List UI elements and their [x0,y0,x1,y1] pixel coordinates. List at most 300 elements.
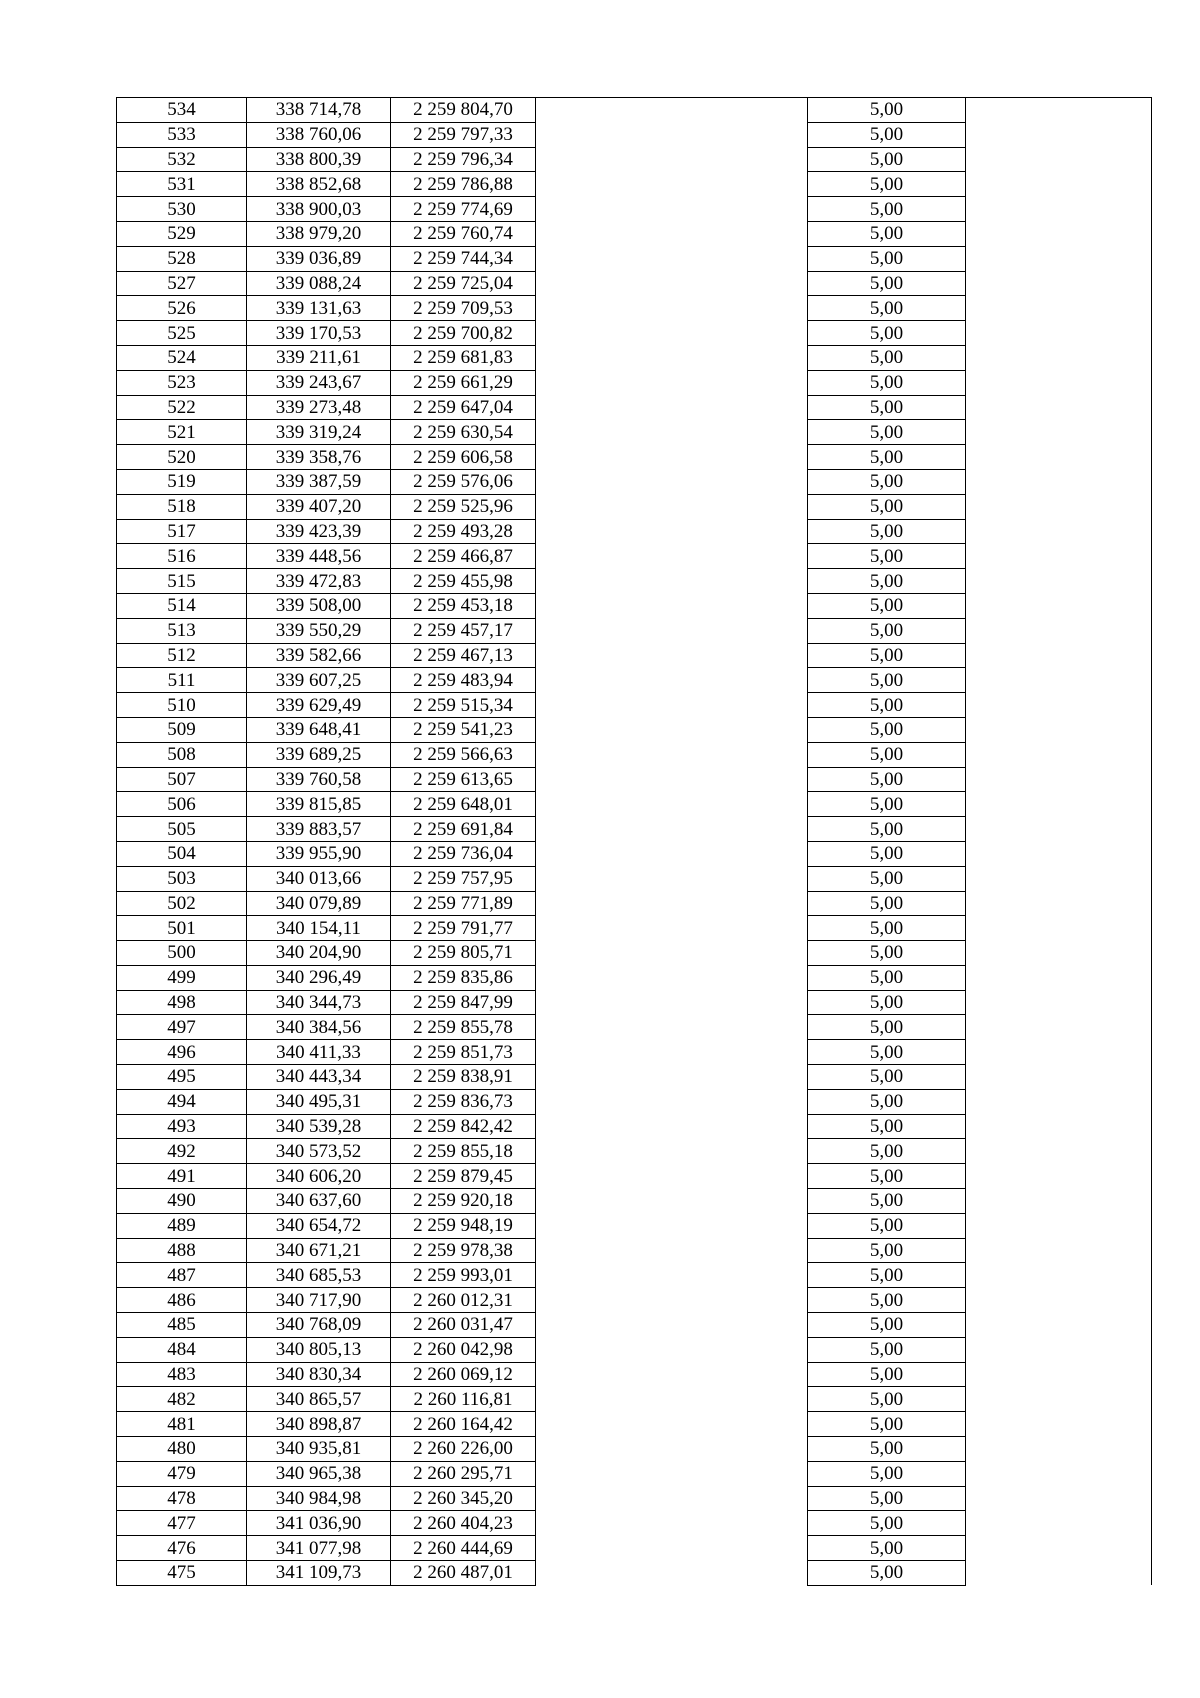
empty-cell [536,271,808,296]
point-number-cell: 514 [117,593,247,618]
accuracy-cell: 5,00 [808,1362,966,1387]
point-number-cell: 516 [117,544,247,569]
notes-cell [966,1139,1152,1164]
table-row [117,1337,1152,1362]
table-row [117,519,1152,544]
x-coordinate-cell: 340 830,34 [247,1362,391,1387]
accuracy-cell: 5,00 [808,221,966,246]
accuracy-cell: 5,00 [808,246,966,271]
notes-cell [966,792,1152,817]
accuracy-cell: 5,00 [808,569,966,594]
accuracy-cell: 5,00 [808,965,966,990]
x-coordinate-cell: 340 573,52 [247,1139,391,1164]
empty-cell [536,792,808,817]
notes-cell [966,345,1152,370]
x-coordinate-cell: 340 296,49 [247,965,391,990]
point-number-cell: 493 [117,1114,247,1139]
y-coordinate-cell: 2 259 836,73 [391,1089,536,1114]
y-coordinate-cell: 2 259 525,96 [391,494,536,519]
y-coordinate-cell: 2 259 838,91 [391,1065,536,1090]
table-row [117,866,1152,891]
x-coordinate-cell: 339 689,25 [247,742,391,767]
y-coordinate-cell: 2 260 031,47 [391,1313,536,1338]
notes-cell [966,1437,1152,1462]
x-coordinate-cell: 340 154,11 [247,916,391,941]
x-coordinate-cell: 339 582,66 [247,643,391,668]
notes-cell [966,1387,1152,1412]
empty-cell [536,544,808,569]
table-row [117,1089,1152,1114]
notes-cell [966,965,1152,990]
y-coordinate-cell: 2 259 709,53 [391,296,536,321]
accuracy-cell: 5,00 [808,668,966,693]
notes-cell [966,544,1152,569]
y-coordinate-cell: 2 259 855,18 [391,1139,536,1164]
empty-cell [536,1313,808,1338]
x-coordinate-cell: 340 671,21 [247,1238,391,1263]
x-coordinate-cell: 340 344,73 [247,990,391,1015]
notes-cell [966,445,1152,470]
empty-cell [536,345,808,370]
x-coordinate-cell: 339 273,48 [247,395,391,420]
empty-cell [536,767,808,792]
x-coordinate-cell: 341 109,73 [247,1561,391,1586]
point-number-cell: 497 [117,1015,247,1040]
notes-cell [966,817,1152,842]
empty-cell [536,569,808,594]
accuracy-cell: 5,00 [808,1089,966,1114]
empty-cell [536,1040,808,1065]
accuracy-cell: 5,00 [808,1337,966,1362]
empty-cell [536,1561,808,1586]
accuracy-cell: 5,00 [808,1263,966,1288]
y-coordinate-cell: 2 260 012,31 [391,1288,536,1313]
notes-cell [966,122,1152,147]
point-number-cell: 499 [117,965,247,990]
table-row [117,147,1152,172]
y-coordinate-cell: 2 259 736,04 [391,841,536,866]
y-coordinate-cell: 2 259 541,23 [391,717,536,742]
y-coordinate-cell: 2 260 444,69 [391,1536,536,1561]
accuracy-cell: 5,00 [808,1511,966,1536]
table-row [117,767,1152,792]
accuracy-cell: 5,00 [808,916,966,941]
accuracy-cell: 5,00 [808,1238,966,1263]
empty-cell [536,147,808,172]
accuracy-cell: 5,00 [808,717,966,742]
y-coordinate-cell: 2 259 791,77 [391,916,536,941]
coordinates-table [116,97,1152,1586]
point-number-cell: 529 [117,221,247,246]
x-coordinate-cell: 340 965,38 [247,1461,391,1486]
y-coordinate-cell: 2 259 835,86 [391,965,536,990]
y-coordinate-cell: 2 259 851,73 [391,1040,536,1065]
x-coordinate-cell: 340 935,81 [247,1437,391,1462]
x-coordinate-cell: 340 865,57 [247,1387,391,1412]
notes-cell [966,1337,1152,1362]
empty-cell [536,618,808,643]
point-number-cell: 478 [117,1486,247,1511]
point-number-cell: 504 [117,841,247,866]
y-coordinate-cell: 2 259 453,18 [391,593,536,618]
y-coordinate-cell: 2 259 804,70 [391,98,536,123]
point-number-cell: 500 [117,941,247,966]
table-row [117,445,1152,470]
empty-cell [536,1437,808,1462]
y-coordinate-cell: 2 259 483,94 [391,668,536,693]
empty-cell [536,990,808,1015]
notes-cell [966,98,1152,123]
x-coordinate-cell: 339 955,90 [247,841,391,866]
table-row [117,742,1152,767]
accuracy-cell: 5,00 [808,1114,966,1139]
accuracy-cell: 5,00 [808,1412,966,1437]
x-coordinate-cell: 340 898,87 [247,1412,391,1437]
table-row [117,792,1152,817]
y-coordinate-cell: 2 259 606,58 [391,445,536,470]
notes-cell [966,593,1152,618]
y-coordinate-cell: 2 259 796,34 [391,147,536,172]
table-row [117,494,1152,519]
y-coordinate-cell: 2 260 345,20 [391,1486,536,1511]
empty-cell [536,1263,808,1288]
table-row [117,321,1152,346]
notes-cell [966,569,1152,594]
y-coordinate-cell: 2 259 455,98 [391,569,536,594]
point-number-cell: 480 [117,1437,247,1462]
x-coordinate-cell: 340 768,09 [247,1313,391,1338]
y-coordinate-cell: 2 259 855,78 [391,1015,536,1040]
notes-cell [966,1486,1152,1511]
point-number-cell: 525 [117,321,247,346]
accuracy-cell: 5,00 [808,693,966,718]
empty-cell [536,1536,808,1561]
accuracy-cell: 5,00 [808,792,966,817]
point-number-cell: 513 [117,618,247,643]
x-coordinate-cell: 339 508,00 [247,593,391,618]
empty-cell [536,1412,808,1437]
empty-cell [536,420,808,445]
empty-cell [536,1015,808,1040]
x-coordinate-cell: 339 629,49 [247,693,391,718]
empty-cell [536,1486,808,1511]
point-number-cell: 489 [117,1213,247,1238]
point-number-cell: 508 [117,742,247,767]
point-number-cell: 490 [117,1189,247,1214]
accuracy-cell: 5,00 [808,494,966,519]
empty-cell [536,817,808,842]
empty-cell [536,1288,808,1313]
x-coordinate-cell: 339 550,29 [247,618,391,643]
table-row [117,172,1152,197]
point-number-cell: 491 [117,1164,247,1189]
y-coordinate-cell: 2 259 613,65 [391,767,536,792]
accuracy-cell: 5,00 [808,1387,966,1412]
notes-cell [966,1040,1152,1065]
point-number-cell: 501 [117,916,247,941]
x-coordinate-cell: 340 539,28 [247,1114,391,1139]
x-coordinate-cell: 339 170,53 [247,321,391,346]
accuracy-cell: 5,00 [808,172,966,197]
point-number-cell: 483 [117,1362,247,1387]
x-coordinate-cell: 340 384,56 [247,1015,391,1040]
empty-cell [536,370,808,395]
accuracy-cell: 5,00 [808,1040,966,1065]
point-number-cell: 477 [117,1511,247,1536]
table-row [117,1387,1152,1412]
table-row [117,1015,1152,1040]
empty-cell [536,593,808,618]
empty-cell [536,643,808,668]
x-coordinate-cell: 340 984,98 [247,1486,391,1511]
x-coordinate-cell: 338 852,68 [247,172,391,197]
notes-cell [966,1313,1152,1338]
point-number-cell: 517 [117,519,247,544]
y-coordinate-cell: 2 259 661,29 [391,370,536,395]
accuracy-cell: 5,00 [808,891,966,916]
x-coordinate-cell: 340 654,72 [247,1213,391,1238]
empty-cell [536,916,808,941]
point-number-cell: 496 [117,1040,247,1065]
empty-cell [536,395,808,420]
point-number-cell: 505 [117,817,247,842]
point-number-cell: 502 [117,891,247,916]
empty-cell [536,1089,808,1114]
table-row [117,1065,1152,1090]
point-number-cell: 498 [117,990,247,1015]
table-row [117,221,1152,246]
point-number-cell: 521 [117,420,247,445]
notes-cell [966,1114,1152,1139]
notes-cell [966,1015,1152,1040]
accuracy-cell: 5,00 [808,345,966,370]
table-row [117,1288,1152,1313]
table-row [117,841,1152,866]
accuracy-cell: 5,00 [808,817,966,842]
y-coordinate-cell: 2 259 725,04 [391,271,536,296]
y-coordinate-cell: 2 259 566,63 [391,742,536,767]
y-coordinate-cell: 2 259 948,19 [391,1213,536,1238]
table-row [117,891,1152,916]
empty-cell [536,1189,808,1214]
table-row [117,1189,1152,1214]
y-coordinate-cell: 2 259 630,54 [391,420,536,445]
table-row [117,1511,1152,1536]
notes-cell [966,395,1152,420]
empty-cell [536,1065,808,1090]
y-coordinate-cell: 2 259 681,83 [391,345,536,370]
x-coordinate-cell: 338 760,06 [247,122,391,147]
notes-cell [966,767,1152,792]
x-coordinate-cell: 340 495,31 [247,1089,391,1114]
notes-cell [966,643,1152,668]
accuracy-cell: 5,00 [808,147,966,172]
point-number-cell: 487 [117,1263,247,1288]
y-coordinate-cell: 2 259 700,82 [391,321,536,346]
empty-cell [536,742,808,767]
point-number-cell: 481 [117,1412,247,1437]
y-coordinate-cell: 2 259 493,28 [391,519,536,544]
x-coordinate-cell: 339 319,24 [247,420,391,445]
notes-cell [966,1213,1152,1238]
empty-cell [536,891,808,916]
point-number-cell: 509 [117,717,247,742]
y-coordinate-cell: 2 259 842,42 [391,1114,536,1139]
y-coordinate-cell: 2 260 116,81 [391,1387,536,1412]
accuracy-cell: 5,00 [808,593,966,618]
x-coordinate-cell: 338 900,03 [247,197,391,222]
accuracy-cell: 5,00 [808,1065,966,1090]
accuracy-cell: 5,00 [808,990,966,1015]
notes-cell [966,197,1152,222]
notes-cell [966,296,1152,321]
notes-cell [966,1362,1152,1387]
x-coordinate-cell: 340 606,20 [247,1164,391,1189]
x-coordinate-cell: 338 714,78 [247,98,391,123]
point-number-cell: 512 [117,643,247,668]
empty-cell [536,1164,808,1189]
notes-cell [966,1164,1152,1189]
notes-cell [966,618,1152,643]
table-row [117,1561,1152,1586]
x-coordinate-cell: 340 805,13 [247,1337,391,1362]
point-number-cell: 510 [117,693,247,718]
table-row [117,593,1152,618]
empty-cell [536,98,808,123]
notes-cell [966,420,1152,445]
y-coordinate-cell: 2 259 457,17 [391,618,536,643]
notes-cell [966,1461,1152,1486]
y-coordinate-cell: 2 259 757,95 [391,866,536,891]
notes-cell [966,866,1152,891]
point-number-cell: 486 [117,1288,247,1313]
point-number-cell: 506 [117,792,247,817]
notes-cell [966,1412,1152,1437]
empty-cell [536,1461,808,1486]
point-number-cell: 524 [117,345,247,370]
point-number-cell: 484 [117,1337,247,1362]
notes-cell [966,990,1152,1015]
accuracy-cell: 5,00 [808,370,966,395]
accuracy-cell: 5,00 [808,767,966,792]
accuracy-cell: 5,00 [808,866,966,891]
y-coordinate-cell: 2 259 774,69 [391,197,536,222]
table-row [117,1412,1152,1437]
empty-cell [536,693,808,718]
accuracy-cell: 5,00 [808,296,966,321]
y-coordinate-cell: 2 259 920,18 [391,1189,536,1214]
accuracy-cell: 5,00 [808,742,966,767]
x-coordinate-cell: 338 800,39 [247,147,391,172]
point-number-cell: 530 [117,197,247,222]
accuracy-cell: 5,00 [808,1486,966,1511]
accuracy-cell: 5,00 [808,1536,966,1561]
notes-cell [966,1263,1152,1288]
point-number-cell: 518 [117,494,247,519]
table-row [117,1461,1152,1486]
y-coordinate-cell: 2 259 879,45 [391,1164,536,1189]
point-number-cell: 511 [117,668,247,693]
notes-cell [966,1089,1152,1114]
notes-cell [966,172,1152,197]
empty-cell [536,965,808,990]
empty-cell [536,1387,808,1412]
accuracy-cell: 5,00 [808,469,966,494]
x-coordinate-cell: 340 079,89 [247,891,391,916]
table-row [117,668,1152,693]
y-coordinate-cell: 2 259 467,13 [391,643,536,668]
notes-cell [966,693,1152,718]
table-row [117,197,1152,222]
empty-cell [536,1114,808,1139]
x-coordinate-cell: 341 077,98 [247,1536,391,1561]
table-row [117,1263,1152,1288]
notes-cell [966,1561,1152,1586]
accuracy-cell: 5,00 [808,1213,966,1238]
x-coordinate-cell: 340 685,53 [247,1263,391,1288]
point-number-cell: 527 [117,271,247,296]
notes-cell [966,321,1152,346]
x-coordinate-cell: 340 717,90 [247,1288,391,1313]
accuracy-cell: 5,00 [808,1461,966,1486]
accuracy-cell: 5,00 [808,98,966,123]
x-coordinate-cell: 339 243,67 [247,370,391,395]
table-row [117,370,1152,395]
notes-cell [966,668,1152,693]
table-row [117,569,1152,594]
table-row [117,469,1152,494]
table-row [117,643,1152,668]
empty-cell [536,519,808,544]
notes-cell [966,1065,1152,1090]
notes-cell [966,469,1152,494]
accuracy-cell: 5,00 [808,445,966,470]
x-coordinate-cell: 338 979,20 [247,221,391,246]
empty-cell [536,197,808,222]
accuracy-cell: 5,00 [808,841,966,866]
accuracy-cell: 5,00 [808,618,966,643]
point-number-cell: 531 [117,172,247,197]
y-coordinate-cell: 2 260 295,71 [391,1461,536,1486]
point-number-cell: 492 [117,1139,247,1164]
point-number-cell: 485 [117,1313,247,1338]
y-coordinate-cell: 2 259 648,01 [391,792,536,817]
empty-cell [536,668,808,693]
empty-cell [536,1362,808,1387]
table-row [117,817,1152,842]
x-coordinate-cell: 339 883,57 [247,817,391,842]
table-row [117,1164,1152,1189]
accuracy-cell: 5,00 [808,1164,966,1189]
point-number-cell: 533 [117,122,247,147]
x-coordinate-cell: 339 407,20 [247,494,391,519]
table-row [117,246,1152,271]
table-row [117,1437,1152,1462]
point-number-cell: 520 [117,445,247,470]
point-number-cell: 475 [117,1561,247,1586]
y-coordinate-cell: 2 259 691,84 [391,817,536,842]
x-coordinate-cell: 340 204,90 [247,941,391,966]
y-coordinate-cell: 2 259 576,06 [391,469,536,494]
x-coordinate-cell: 340 443,34 [247,1065,391,1090]
accuracy-cell: 5,00 [808,321,966,346]
y-coordinate-cell: 2 259 786,88 [391,172,536,197]
empty-cell [536,1139,808,1164]
point-number-cell: 523 [117,370,247,395]
notes-cell [966,841,1152,866]
point-number-cell: 482 [117,1387,247,1412]
accuracy-cell: 5,00 [808,1139,966,1164]
